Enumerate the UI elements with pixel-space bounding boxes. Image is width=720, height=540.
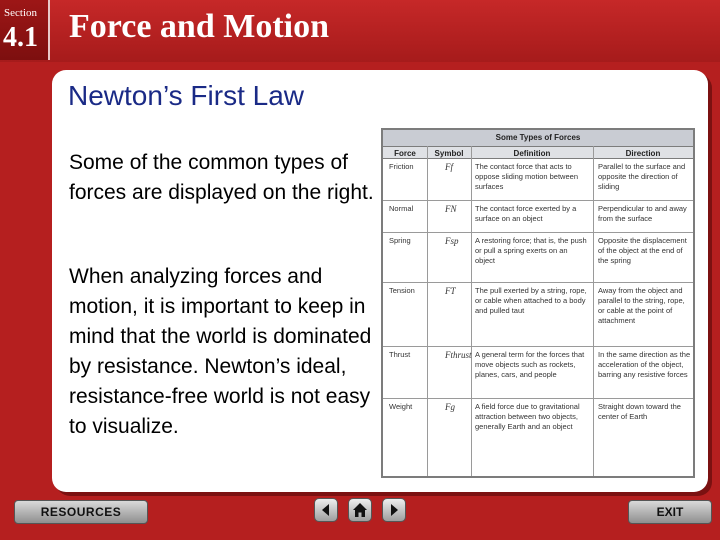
direction-cell: In the same direction as the acceleration of the object, barring any resistive forces (598, 350, 691, 379)
table-row (383, 283, 693, 347)
direction-cell: Away from the object and parallel to the string, rope, or cable at the point of attachment (598, 286, 685, 325)
symbol-cell: Fsp (445, 236, 459, 246)
table-row (383, 159, 693, 201)
table-row (383, 201, 693, 233)
home-icon (349, 499, 371, 521)
definition-cell: The pull exerted by a string, rope, or cable when attached to a body and pulled taut (475, 286, 587, 315)
definition-cell: A restoring force; that is, the push or pull a spring exerts on an object (475, 236, 587, 265)
force-cell: Thrust (389, 350, 411, 359)
column-header-direction: Direction (593, 146, 693, 159)
previous-button[interactable] (314, 498, 338, 522)
definition-cell: The contact force exerted by a surface on an object (475, 204, 577, 223)
force-cell: Normal (389, 204, 414, 213)
section-number: 4.1 (3, 22, 38, 53)
resources-button[interactable]: RESOURCES (14, 500, 148, 524)
column-header-definition: Definition (471, 146, 593, 159)
forces-table (381, 128, 695, 478)
body-paragraph-2: When analyzing forces and motion, it is important to keep in mind that the world is dominated by resistance. Newton’s ideal, resistance-free world is not easy to visualize. (69, 265, 372, 438)
chapter-title: Force and Motion (69, 8, 330, 45)
direction-cell: Parallel to the surface and opposite the direction of sliding (598, 162, 686, 191)
body-paragraph-1: Some of the common types of forces are displayed on the right. (69, 151, 374, 204)
symbol-cell: FN (445, 204, 457, 214)
force-cell: Spring (389, 236, 411, 245)
home-button[interactable] (348, 498, 372, 522)
direction-cell: Straight down toward the center of Earth (598, 402, 681, 421)
direction-cell: Opposite the displacement of the object at the end of the spring (598, 236, 687, 265)
table-row (383, 347, 693, 399)
symbol-cell: FT (445, 286, 456, 296)
slide-title: Newton’s First Law (68, 80, 305, 111)
definition-cell: A general term for the forces that move objects such as rockets, planes, cars, and people (475, 350, 585, 379)
bottom-nav-bar (0, 492, 720, 540)
table-title: Some Types of Forces (383, 130, 693, 146)
table-row (383, 233, 693, 283)
section-label: Section (4, 7, 37, 19)
table-row (383, 399, 693, 459)
next-button[interactable] (382, 498, 406, 522)
force-cell: Weight (389, 402, 413, 411)
arrow-left-icon (315, 499, 337, 521)
column-header-force: Force (383, 146, 427, 159)
symbol-cell: Fg (445, 402, 455, 412)
symbol-cell: Fthrust (445, 350, 472, 360)
column-header-symbol: Symbol (427, 146, 471, 159)
arrow-right-icon (383, 499, 405, 521)
force-cell: Friction (389, 162, 414, 171)
symbol-cell: Ff (445, 162, 453, 172)
definition-cell: The contact force that acts to oppose sliding motion between surfaces (475, 162, 578, 191)
force-cell: Tension (389, 286, 415, 295)
direction-cell: Perpendicular to and away from the surface (598, 204, 687, 223)
exit-button[interactable]: EXIT (628, 500, 712, 524)
section-badge (0, 0, 50, 60)
definition-cell: A field force due to gravitational attraction between two objects, generally Earth and an object (475, 402, 580, 431)
